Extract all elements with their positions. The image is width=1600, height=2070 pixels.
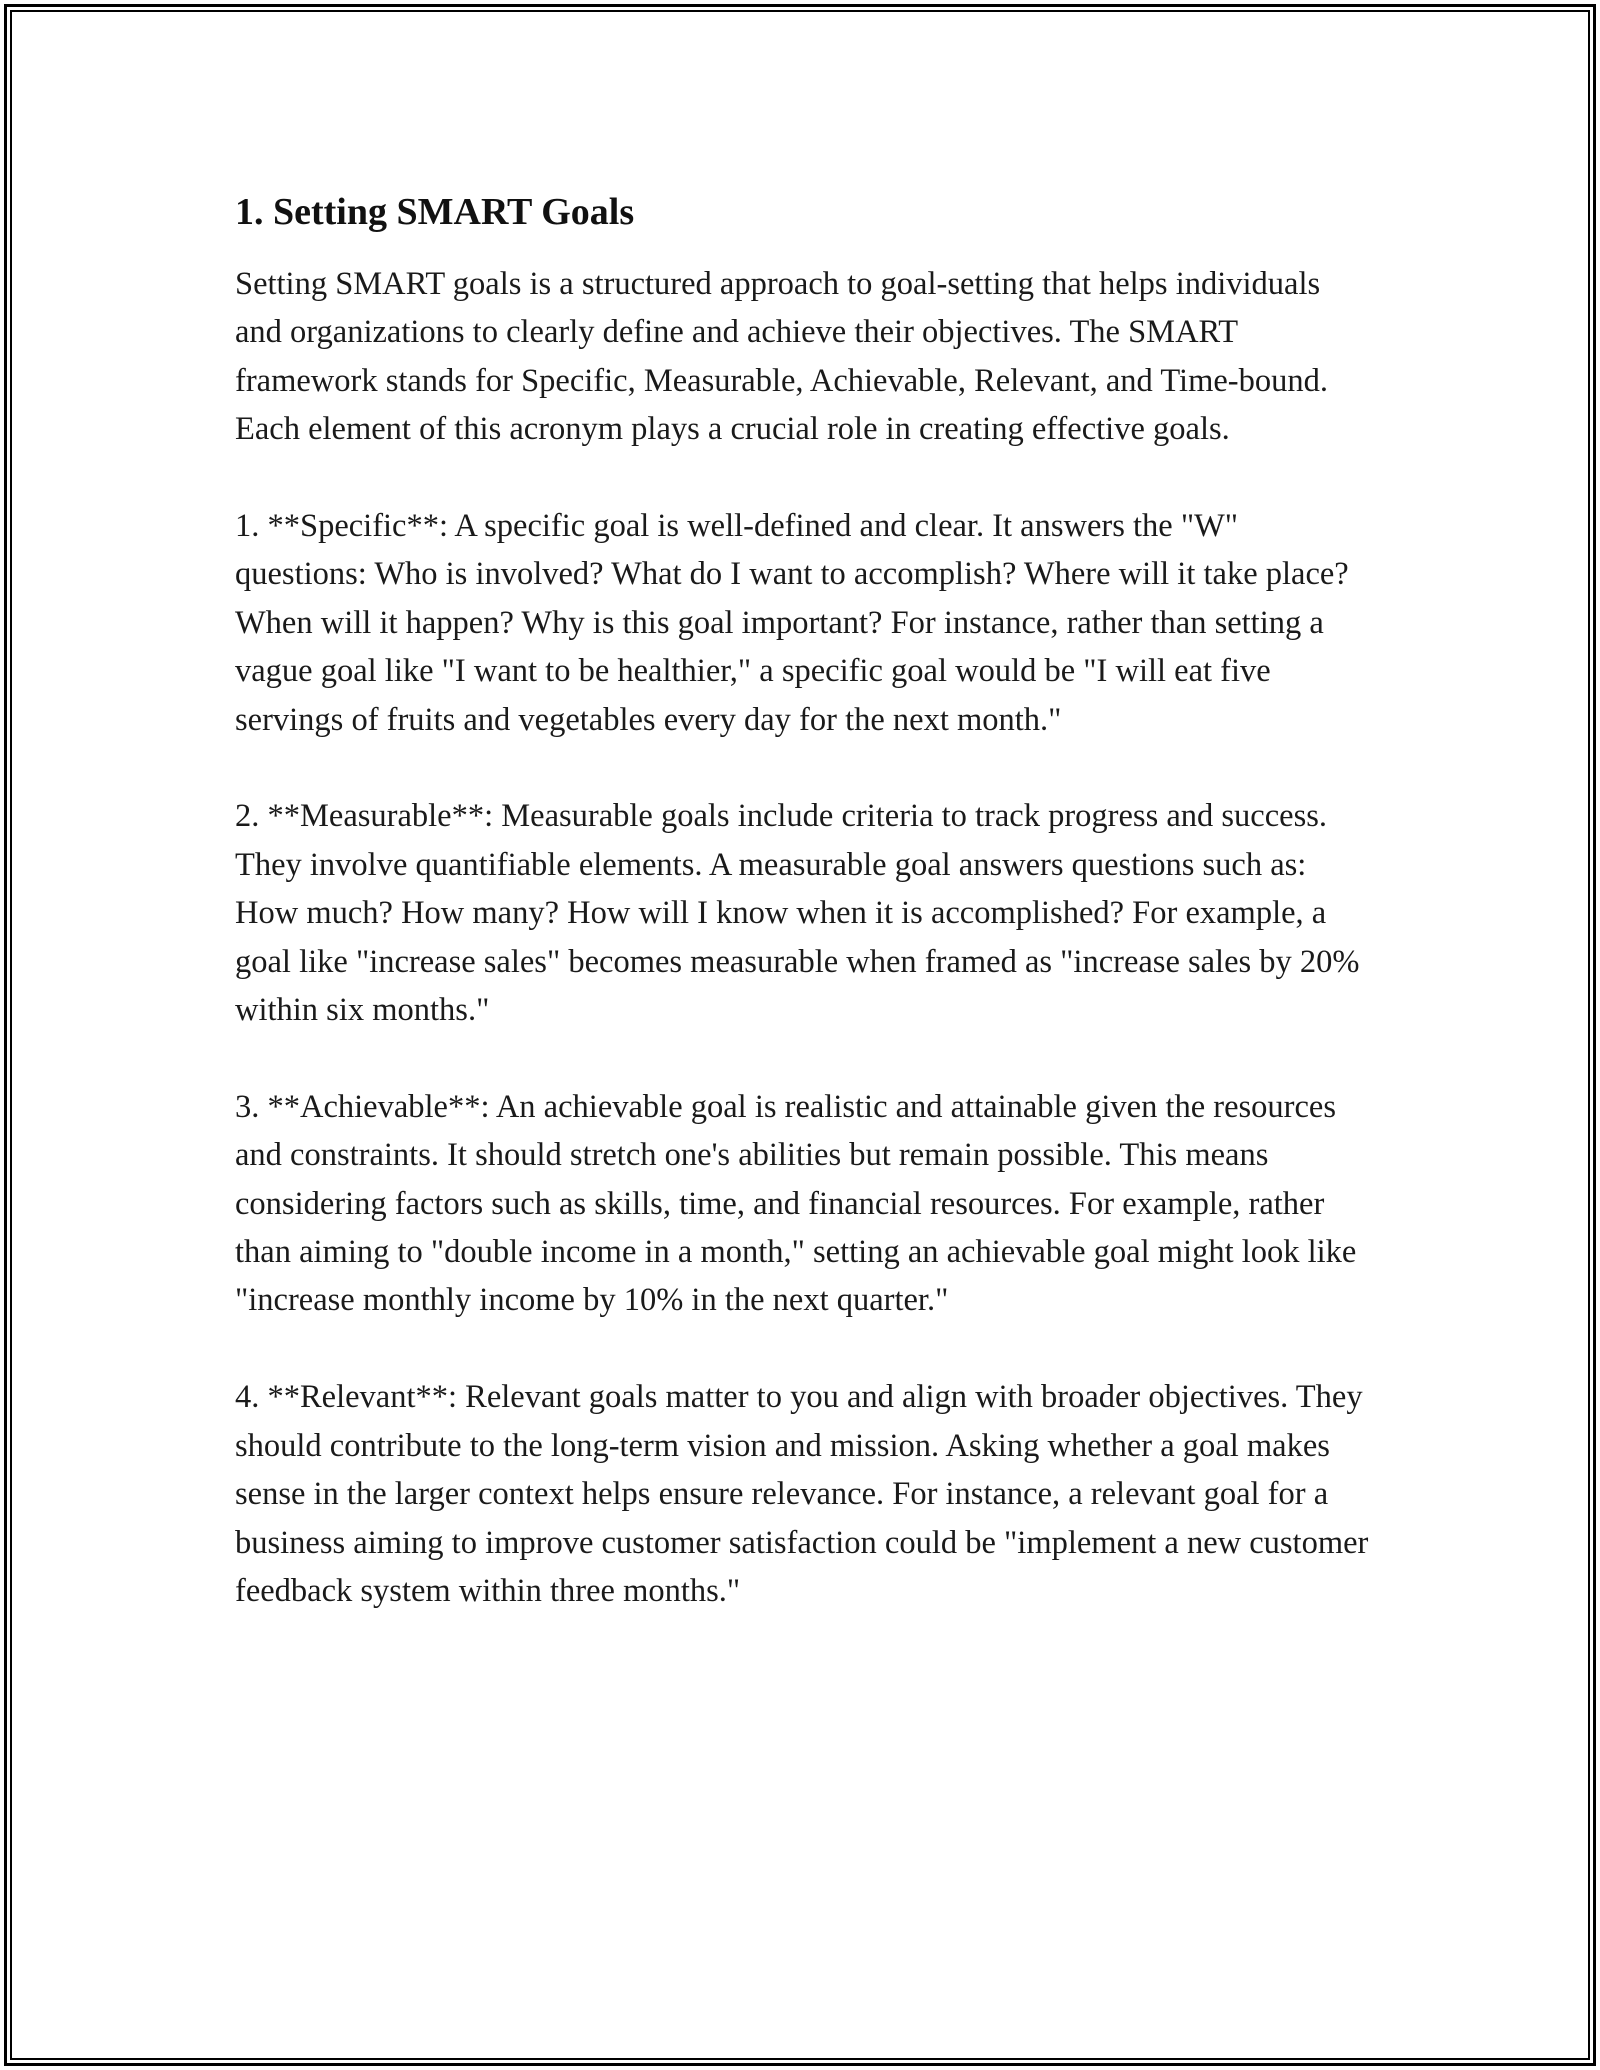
specific-paragraph: 1. **Specific**: A specific goal is well-defined and clear. It answers the "W" questions: Who is involved? What do I want to accomplish? Where will it take place? When will it happen? Why is this goal important? For instance, rather than setting a vague goal like "I want to be healthier," a specific goal would be "I will eat five servings of fruits and vegetables every day for the next month." (235, 508, 1349, 738)
section-heading: 1. Setting SMART Goals (235, 191, 635, 233)
achievable-paragraph: 3. **Achievable**: An achievable goal is realistic and attainable given the resources and constraints. It should stretch one's abilities but remain possible. This means considering factors such as skills, time, and financial resources. For example, rather than aiming to "double income in a month," setting an achievable goal might look like "increase monthly income by 10% in the next quarter." (235, 1088, 1357, 1319)
document-body (235, 188, 1375, 1664)
relevant-paragraph: 4. **Relevant**: Relevant goals matter to you and align with broader objectives. They should contribute to the long-term vision and mission. Asking whether a goal makes sense in the larger context helps ensure relevance. For instance, a relevant goal for a business aiming to improve customer satisfaction could be "implement a new customer feedback system within three months." (235, 1379, 1369, 1609)
intro-paragraph: Setting SMART goals is a structured approach to goal-setting that helps individuals and organizations to clearly define and achieve their objectives. The SMART framework stands for Specific, Measurable, Achievable, Relevant, and Time-bound. Each element of this acronym plays a crucial role in creating effective goals. (235, 266, 1328, 448)
measurable-paragraph: 2. **Measurable**: Measurable goals include criteria to track progress and success. They involve quantifiable elements. A measurable goal answers questions such as: How much? How many? How will I know when it is accomplished? For example, a goal like "increase sales" becomes measurable when framed as "increase sales by 20% within six months." (235, 798, 1360, 1029)
